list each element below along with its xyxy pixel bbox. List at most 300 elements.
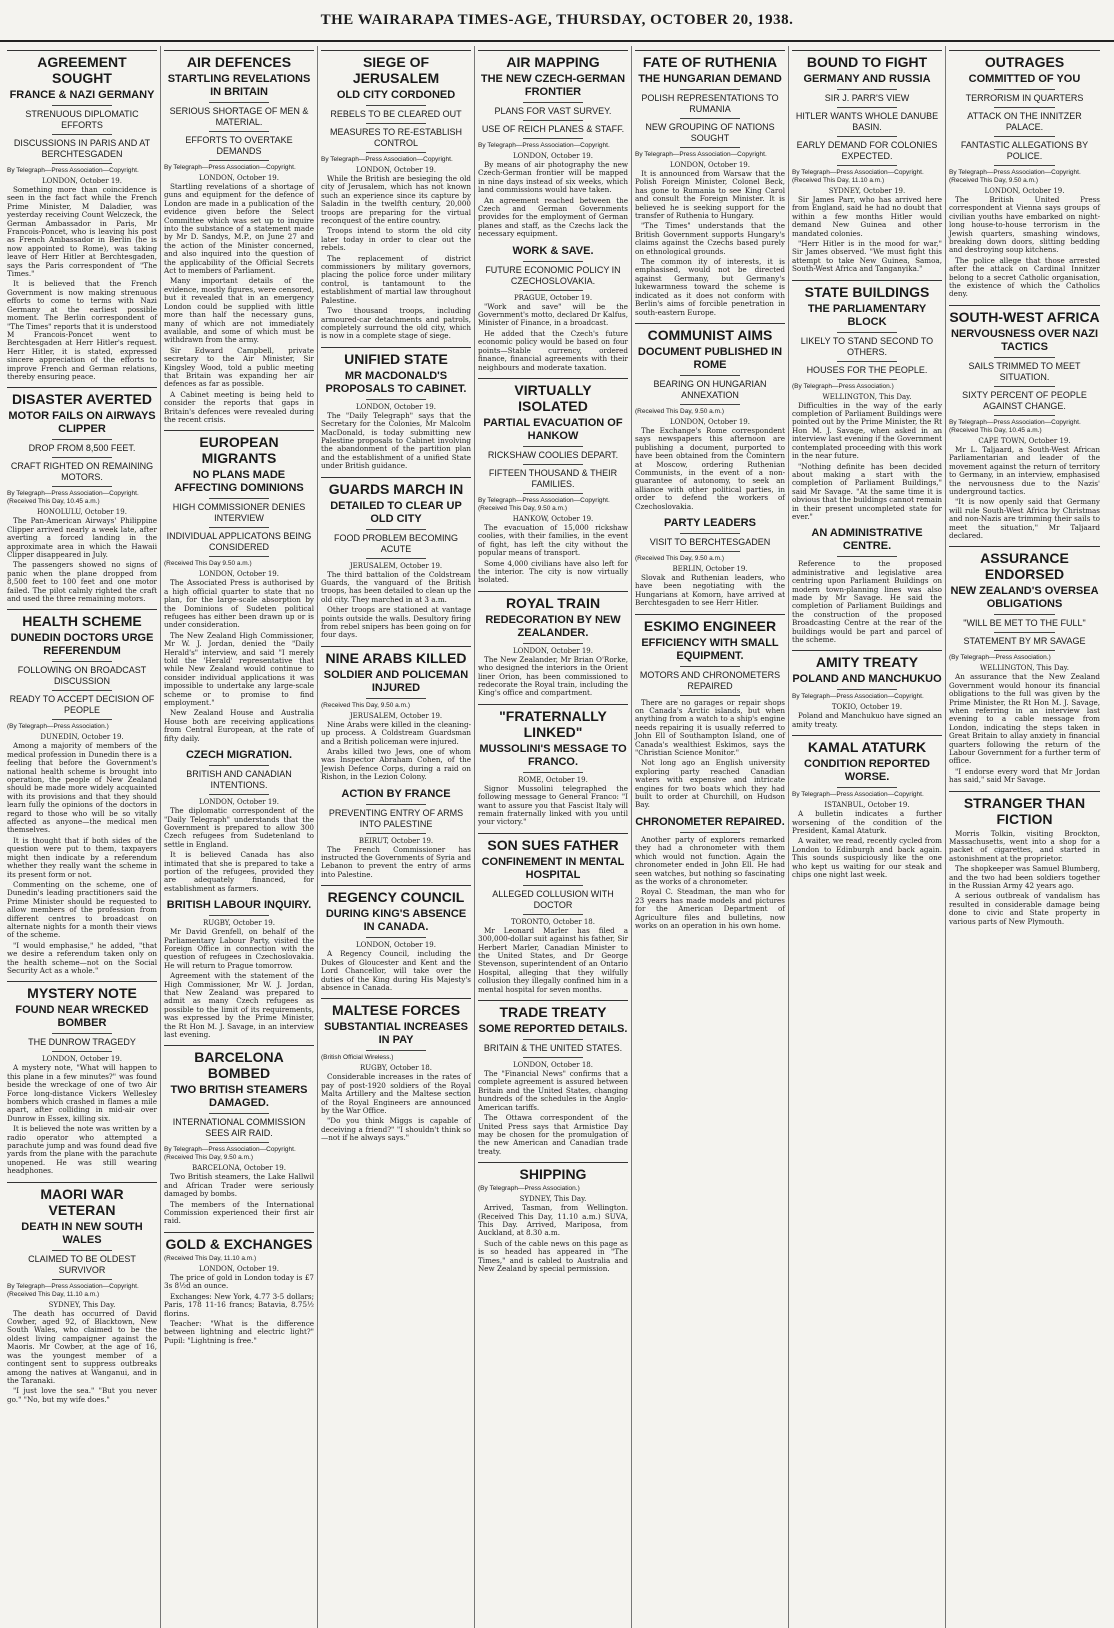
divider — [209, 1113, 269, 1114]
paragraph: An assurance that the New Zealand Government would honour its financial obligations to the full was given by the Prime Minister, the Rt Hon M. J. Savage, when referring in an interview last evening to a cable message from London, indicating the steps taken in Great Britain to allay anxiety in financial quarters following the return of the Labour Government for a further term of office. — [949, 672, 1100, 766]
divider — [994, 632, 1054, 633]
divider — [523, 290, 583, 291]
article-body — [321, 1073, 471, 1142]
article-subheading: FOLLOWING ON BROADCAST DISCUSSION — [17, 665, 147, 687]
article-body — [7, 186, 157, 381]
article — [478, 1000, 628, 1156]
dateline: LONDON, October 19. — [198, 1264, 279, 1273]
article-subheading: PREVENTING ENTRY OF ARMS INTO PALESTINE — [328, 807, 464, 829]
divider — [680, 147, 740, 148]
article-headline: BOUND TO FIGHT — [792, 50, 942, 70]
paragraph: Sir Edward Campbell, private secretary to the Air Minister, Sir Kingsley Wood, told a public meeting that Britain was expanding her air defences as far as possible. — [164, 345, 314, 389]
article-body — [164, 183, 314, 424]
article-body — [949, 830, 1100, 926]
divider — [52, 1051, 112, 1052]
article-body — [635, 836, 785, 930]
article-subheading: EFFICIENCY WITH SMALL EQUIPMENT. — [641, 636, 779, 662]
dateline: LONDON, October 18. — [512, 1061, 593, 1070]
article-headline: REGENCY COUNCIL — [321, 885, 471, 905]
dateline: ISTANBUL, October 19. — [824, 801, 910, 810]
paragraph: Signor Mussolini telegraphed the following message to General Franco: "I want to assure you that Fascist Italy will remain fraternally linked with you until your victory." — [478, 783, 628, 827]
article-subheading: PARTY LEADERS — [664, 516, 756, 529]
article-body — [949, 196, 1100, 299]
divider — [209, 794, 269, 795]
article-subheading: SOLDIER AND POLICEMAN INJURED — [323, 668, 469, 694]
paragraph: It is believed Canada has also intimated that she is prepared to take a portion of the refugees, provided they are adequately financed, for establishment as farmers. — [164, 850, 314, 893]
paragraph: "I just love the sea." "But you never go." "No, but my wife does." — [7, 1386, 157, 1404]
dateline: LONDON, October 19. — [41, 177, 122, 185]
dateline: TORONTO, October 18. — [510, 917, 595, 926]
paragraph: "The Times" understands that the British Government supports Hungary's claims against the Czechs based purely on ethnological grounds. — [635, 221, 785, 256]
divider — [523, 885, 583, 886]
paragraph: The Associated Press is authorised by a high official quarter to state that no plan, for the large-scale absorption by the Dominions of Sudeten political refugees has either been drawn up or is under consideration. — [164, 578, 314, 630]
divider — [680, 118, 740, 119]
article-subheading: ACTION BY FRANCE — [341, 787, 451, 800]
article — [478, 50, 628, 239]
article-body — [478, 524, 628, 585]
paragraph: "Herr Hitler is in the mood for war," Sir James observed. "We must fight this attempt to take New Guinea, Samoa, South-West Africa and Tanganyika." — [792, 239, 942, 274]
divider — [52, 1250, 112, 1251]
paragraph: Slovak and Ruthenian leaders, who have been negotiating with the Hungarians at Komorn, have arrived at Berchtesgaden to see Herr Hitler. — [635, 572, 785, 608]
divider — [837, 689, 897, 690]
dateline: BERLIN, October 19. — [672, 564, 748, 573]
paragraph: He added that the Czech's future economic policy would be based on four points—Stable currency, ordered finance, financial agreements with their neighbours and moderate taxation. — [478, 328, 628, 372]
divider — [837, 165, 897, 166]
article-subheading: ALLEGED COLLUSION WITH DOCTOR — [492, 888, 614, 910]
article-subheading: MEASURES TO RE-ESTABLISH CONTROL — [329, 127, 463, 148]
paragraph: The Pan-American Airways' Philippine Clipper arrived nearly a week late, after averting a forced landing in the approximate area in which the Hawaii Clipper disappeared in July. — [7, 516, 157, 559]
article-subheading: CONDITION REPORTED WORSE. — [804, 758, 930, 784]
byline: (Received This Day, 9.50 a.m.) — [321, 701, 410, 709]
divider — [523, 1057, 583, 1058]
divider — [994, 89, 1054, 90]
article-body — [635, 170, 785, 317]
byline: By Telegraph—Press Association—Copyright. (Received This Day, 9.50 a.m.) — [478, 496, 610, 512]
paragraph: A Regency Council, including the Dukes of Gloucester and Kent and the Lord Chancellor, will take over the duties of the King during His Majesty's absence in Canada. — [321, 949, 471, 992]
divider — [523, 261, 583, 262]
article — [635, 50, 785, 317]
news-column — [946, 46, 1103, 1628]
article-subheading: PARTIAL EVACUATION OF HANKOW — [483, 416, 623, 442]
paragraph: Another party of explorers remarked they had a chronometer with them which would not function. Again the chronometer ended in John Ell. He had seen watches, but nothing so fascinating as the works of a chronometer. — [635, 834, 785, 886]
article — [478, 245, 628, 372]
article-body — [792, 560, 942, 644]
article-subheading: CONFINEMENT IN MENTAL HOSPITAL — [481, 855, 625, 881]
article-subheading: SERIOUS SHORTAGE OF MEN & MATERIAL. — [169, 106, 309, 127]
article-subheading: DUNEDIN DOCTORS URGE REFERENDUM — [10, 632, 154, 658]
divider — [837, 361, 897, 362]
dateline: BEIRUT, October 19. — [358, 836, 434, 845]
article-headline: MYSTERY NOTE — [7, 981, 157, 1001]
divider — [994, 614, 1054, 615]
dateline: LONDON, October 19. — [198, 570, 279, 579]
article-headline: DISASTER AVERTED — [7, 387, 157, 407]
divider — [52, 163, 112, 164]
divider — [680, 533, 740, 534]
divider — [523, 464, 583, 465]
article — [635, 816, 785, 930]
byline: (By Telegraph—Press Association.) — [478, 1185, 580, 1193]
dateline: JERUSALEM, October 19. — [349, 561, 443, 570]
article-subheading: DOCUMENT PUBLISHED IN ROME — [637, 345, 783, 371]
paragraph: The Exchange's Rome correspondent says newspapers this afternoon are publishing a document, purported to have been obtained from the Comintern at Moscow, ordering Ruthenian Communists, in the event of a non-guarantee of autonomy, to seek an alliance with other political parties, in order to defend the workers of Czechoslovakia. — [635, 425, 785, 511]
divider — [523, 914, 583, 915]
divider — [523, 643, 583, 644]
article-body — [7, 517, 157, 603]
article-headline: "FRATERNALLY LINKED" — [478, 704, 628, 740]
article — [949, 791, 1100, 926]
article-subheading: BRITISH LABOUR INQUIRY. — [166, 899, 312, 912]
article-headline: UNIFIED STATE — [321, 347, 471, 367]
article — [478, 378, 628, 585]
article-headline: STRANGER THAN FICTION — [949, 791, 1100, 827]
byline: By Telegraph—Press Association—Copyright. (Received This Day, 11.10 a.m.) — [792, 169, 924, 184]
paragraph: Royal C. Steadman, the man who for 23 years has made models and pictures for the American Department of Agriculture files and bulletins, now works on an operation in his own home. — [635, 887, 785, 930]
paragraph: A bulletin indicates a further worsening of the condition of the President, Kamal Ataturk. — [792, 809, 942, 836]
article-subheading: DETAILED TO CLEAR UP OLD CITY — [330, 499, 462, 525]
paragraph: It is believed that the French Government is now making strenuous efforts to come to terms with Nazi Germany at the earliest possible moment. The Berlin correspondent of "The Times" reports that it is understood M Francois-Poncet went to Berchtesgaden at Herr Hitler's request. Herr Hitler, it is stated, expressed sincere appreciation of the efforts to improve French and German relations, thereby ensuring peace. — [7, 279, 157, 381]
article-body — [478, 303, 628, 372]
article-subheading: CHRONOMETER REPAIRED. — [635, 815, 785, 828]
article-body — [164, 1173, 314, 1225]
divider — [523, 138, 583, 139]
article-subheading: EFFORTS TO OVERTAKE DEMANDS — [185, 135, 293, 156]
divider — [994, 650, 1054, 651]
article-subheading: SIXTY PERCENT OF PEOPLE AGAINST CHANGE. — [962, 389, 1087, 411]
news-column — [789, 46, 946, 1628]
divider — [523, 446, 583, 447]
article — [7, 50, 157, 381]
dateline: ROME, October 19. — [518, 775, 588, 784]
article — [321, 347, 471, 471]
divider — [366, 529, 426, 530]
paragraph: Mr David Grenfell, on behalf of the Parliamentary Labour Party, visited the Foreign Office in connection with the question of refugees in Czechoslovakia. He will return to Prague tomorrow. — [164, 927, 314, 970]
byline: By Telegraph—Press Association—Copyright. — [164, 164, 296, 171]
dateline: RUGBY, October 19. — [203, 919, 275, 928]
article-subheading: FUTURE ECONOMIC POLICY IN CZECHOSLOVAKIA. — [485, 264, 621, 286]
divider — [366, 558, 426, 559]
article-body — [164, 1274, 314, 1345]
paragraph: The French Commissioner has instructed the Governments of Syria and Lebanon to prevent the entry of arms into Palestine. — [321, 844, 471, 879]
article-subheading: BRITISH AND CANADIAN INTENTIONS. — [186, 769, 292, 791]
paragraph: It is believed the note was written by a radio operator who attempted a parachute jump and was found dead five yards from the plane with the parachute unopened. He was still wearing headphones. — [7, 1124, 157, 1176]
news-column — [632, 46, 789, 1628]
divider — [523, 1039, 583, 1040]
article-body — [478, 656, 628, 698]
paragraph: Among a majority of members of the medical profession in Dunedin there is a feeling that before the Government's national health scheme is brought into operation, the people of New Zealand should be made more widely acquainted with its provisions and that they should learn fully the opinions of the doctors in regard to those who will be so vitally affected as anyone—the medical men themselves. — [7, 741, 157, 835]
article — [478, 704, 628, 827]
article-headline: ESKIMO ENGINEER — [635, 614, 785, 634]
article-body — [792, 402, 942, 522]
article-subheading: BRITAIN & THE UNITED STATES. — [483, 1043, 623, 1054]
article-subheading: USE OF REICH PLANES & STAFF. — [481, 124, 625, 134]
article-subheading: FANTASTIC ALLEGATIONS BY POLICE. — [960, 140, 1089, 161]
paragraph: Arabs killed two Jews, one of whom was Inspector Abraham Cohen, of the Jewish Defence Corps, during a raid on Rishon, in the Lezion Colony. — [321, 747, 471, 782]
paragraph: Some 4,000 civilians have also left for the interior. The city is now virtually isolated. — [478, 558, 628, 585]
article — [949, 546, 1100, 784]
byline: (Received This Day, 9.50 a.m.) — [635, 407, 724, 415]
divider — [837, 107, 897, 108]
divider — [994, 357, 1054, 358]
article — [164, 50, 314, 424]
paragraph: The New Zealander, Mr Brian O'Rorke, who designed the interiors in the Orient liner Orion, has been commissioned to redecorate the Royal train, including the King's office and compartment. — [478, 654, 628, 698]
paragraph: The members of the International Commission experienced their first air raid. — [164, 1199, 314, 1226]
paragraph: While the British are besieging the old city of Jerusalem, which has not known such an experience since its capture by Saladin in the twelfth century, 20,000 troops are preparing for the virtual reconquest of the entire country. — [321, 174, 471, 226]
paragraph: Reference to the proposed administrative and legislative area centring upon Parliament Buildings on modern town-planning lines was also made by Mr Savage. He said the completion of Parliament Buildings and the construction of the proposed Broadcasting Centre at the rear of the buildings would be part and parcel of the scheme. — [792, 559, 942, 644]
article-subheading: SOME REPORTED DETAILS. — [478, 1023, 628, 1036]
article-subheading: DISCUSSIONS IN PARIS AND AT BERCHTESGADEN — [13, 138, 151, 159]
paragraph: Something more than coincidence is seen in the fact fact while the French Prime Minister, M Daladier, was yesterday receiving Count Welczeck, the German Ambassador in Paris, Mr Francois-Poncet, who is leaving his post as French Ambassador in Berlin (he is now appointed to Rome), was taking leave of Herr Hitler at Berchtesgaden, says the Paris correspondent of "The Times." — [7, 185, 157, 279]
article-body — [7, 1310, 157, 1404]
byline: By Telegraph—Press Association—Copyright. — [792, 791, 924, 799]
byline: By Telegraph—Press Association—Copyright. (Received This Day, 11.10 a.m.) — [7, 1282, 139, 1298]
article-body — [164, 928, 314, 1039]
article-headline: OUTRAGES — [949, 50, 1100, 70]
divider — [680, 404, 740, 405]
divider — [837, 89, 897, 90]
divider — [994, 107, 1054, 108]
paragraph: It is thought that if both sides of the question were put to them, taxpayers might then indicate by a referendum whether they really want the scheme in its present form or not. — [7, 835, 157, 879]
divider — [366, 804, 426, 805]
article-headline: GOLD & EXCHANGES — [164, 1232, 314, 1252]
paragraph: The price of gold in London today is £7 3s 8½d an ounce. — [164, 1272, 314, 1291]
divider — [366, 152, 426, 153]
paragraph: The police allege that those arrested after the attack on Cardinal Innitzer belong to a secret Catholic organisation, the existence of which the Catholics deny. — [949, 255, 1100, 299]
article-headline: SOUTH-WEST AFRICA — [949, 305, 1100, 325]
paragraph: The third battalion of the Coldstream Guards, the vanguard of the British troops, has been detailed to clean up the old city. They marched in at 3 a.m. — [321, 569, 471, 604]
article — [478, 591, 628, 698]
dateline: RUGBY, October 18. — [360, 1064, 432, 1073]
paragraph: "It is now openly said that Germany will rule South-West Africa by Christmas and non-Nazis are trimming their sails to meet the situation," Mr Taljaard declared. — [949, 497, 1100, 540]
paragraph: Such of the cable news on this page as is so headed has appeared in "The Times," and is cabled to Australia and New Zealand by special permission. — [478, 1238, 628, 1273]
paragraph: "I endorse every word that Mr Jordan has said," said Mr Savage. — [949, 766, 1100, 785]
article — [321, 50, 471, 341]
article-headline: AGREEMENT SOUGHT — [7, 50, 157, 86]
paragraph: New Zealand House and Australia House both are receiving applications from Central European, at the rate of fifty daily. — [164, 708, 314, 743]
byline: By Telegraph—Press Association—Copyright. — [321, 156, 453, 163]
divider — [366, 937, 426, 938]
paragraph: "Do you think Miggs is capable of deceiving a friend?" "I shouldn't think so—not if he always says." — [321, 1116, 471, 1143]
article-headline: AIR MAPPING — [478, 50, 628, 70]
article-body — [164, 579, 314, 743]
dateline: LONDON, October 19. — [984, 187, 1065, 195]
article-body — [321, 412, 471, 471]
article-subheading: STARTLING REVELATIONS IN BRITAIN — [167, 73, 311, 98]
byline: By Telegraph—Press Association—Copyright. — [478, 142, 610, 149]
article-subheading: POLAND AND MANCHUKUO — [792, 673, 942, 686]
article-headline: HEALTH SCHEME — [7, 609, 157, 629]
article — [321, 788, 471, 880]
article — [792, 280, 942, 522]
article-headline: NINE ARABS KILLED — [321, 646, 471, 666]
article-body — [635, 427, 785, 511]
dateline: SYDNEY, October 19. — [828, 187, 906, 195]
article — [164, 749, 314, 893]
article-subheading: OLD CITY CORDONED — [336, 89, 456, 101]
article — [7, 609, 157, 975]
article-subheading: VISIT TO BERCHTESGADEN — [649, 536, 771, 547]
paragraph: Sir James Parr, who has arrived here from England, said he had no doubt that within a few months Hitler would demand New Guinea and other mandated colonies. — [792, 195, 942, 238]
article-body — [949, 446, 1100, 540]
paragraph: Nine Arabs were killed in the cleaning-up process. A Coldstream Guardsman and a British policeman were injured. — [321, 719, 471, 746]
divider — [366, 399, 426, 400]
article-body — [321, 175, 471, 341]
paragraph: The evacuation of 15,000 rickshaw coolies, with their families, in the event of fight, has left the city without the popular means of transport. — [478, 522, 628, 558]
paragraph: Commenting on the scheme, one of Dunedin's leading practitioners said the Prime Minister should be requested to allow members of the profession from different centres to broadcast on alternate nights for a month their views of the scheme. — [7, 879, 157, 940]
divider — [366, 833, 426, 834]
article-subheading: INDIVIDUAL APPLICATONS BEING CONSIDERED — [166, 531, 312, 553]
article-subheading: PLANS FOR VAST SURVEY. — [494, 106, 612, 116]
article-body — [635, 699, 785, 810]
article-body — [321, 571, 471, 640]
paragraph: The "Financial News" confirms that a complete agreement is assured between Britain and the United States, changing hundreds of the schedules in the Anglo-American tariffs. — [478, 1069, 628, 1112]
divider — [209, 915, 269, 916]
divider — [523, 493, 583, 494]
article — [792, 50, 942, 274]
article — [7, 387, 157, 603]
dateline: SYDNEY, This Day. — [48, 1300, 116, 1309]
news-column — [475, 46, 632, 1628]
dateline: WELLINGTON, This Day. — [822, 392, 912, 401]
article-subheading: DURING KING'S ABSENCE IN CANADA. — [325, 908, 467, 934]
paragraph: Difficulties in the way of the early completion of Parliament Buildings were pointed out by the Prime Minister, the Rt Hon M. J. Savage, when asked in an interview last evening if the Government contemplated proceeding with this work in the near future. — [792, 400, 942, 461]
dateline: HONOLULU, October 19. — [37, 508, 127, 517]
dateline: LONDON, October 19. — [198, 174, 279, 182]
paragraph: The common ity of interests, it is emphasised, would not be directed against Germany, but Germany's lukewarmness toward the scheme is indicated as it does not conform with Berlin's aims of forcible penetration in south-eastern Europe. — [635, 257, 785, 317]
article-body — [478, 785, 628, 827]
news-column — [4, 46, 161, 1628]
paragraph: The New Zealand High Commissioner, Mr W. J. Jordan, denied the "Daily Herald's" interview, and said "I merely told the 'Herald' representative that while New Zealand would continue to consider individual applications it was impossible to undertake any large-scale scheme or to promise to find employment." — [164, 630, 314, 708]
article — [7, 981, 157, 1175]
dateline: LONDON, October 19. — [512, 646, 593, 655]
divider — [837, 787, 897, 788]
paragraph: The death has occurred of David Cowber, aged 92, of Blacktown, New South Wales, who claimed to be the oldest living campaigner against the Maoris. Mr Cowber, at the age of 16, was the youngest member of a contingent sent to suppress outbreaks among the natives at Wanganui, and in the Taranaki. — [7, 1308, 157, 1385]
divider — [52, 134, 112, 135]
article-body — [321, 721, 471, 782]
dateline: LONDON, October 19. — [669, 417, 750, 426]
divider — [994, 136, 1054, 137]
article-subheading: MOTORS AND CHRONOMETERS REPAIRED — [639, 669, 781, 691]
paragraph: Two British steamers, the Lake Hallwil and African Trader were seriously damaged by bombs. — [164, 1172, 314, 1199]
divider — [209, 131, 269, 132]
article-subheading: STATEMENT BY MR SAVAGE — [963, 636, 1086, 647]
article-headline: GUARDS MARCH IN — [321, 477, 471, 497]
paragraph: Troops intend to storm the old city later today in order to clear out the rebels. — [321, 226, 471, 253]
article — [164, 1045, 314, 1225]
paragraph: The replacement of district commissioners by military governors, placing the police force under military control, is tantamount to the establishment of martial law throughout Palestine. — [321, 253, 471, 305]
article-headline: MAORI WAR VETERAN — [7, 1182, 157, 1218]
article — [321, 998, 471, 1142]
dateline: LONDON, October 19. — [355, 166, 436, 174]
article-headline: EUROPEAN MIGRANTS — [164, 430, 314, 466]
article-body — [321, 950, 471, 992]
article-body — [792, 196, 942, 274]
article-subheading: ATTACK ON THE INNITZER PALACE. — [967, 111, 1082, 132]
article — [792, 650, 942, 729]
article-subheading: POLISH REPRESENTATIONS TO RUMANIA — [641, 93, 779, 114]
dateline: WELLINGTON, This Day. — [980, 664, 1069, 673]
paragraph: It is announced from Warsaw that the Polish Foreign Minister, Colonel Beck, has gone to Rumania to see King Carol and consult the Foreign Minister. It is believed he is seeking support for the transfer of Ruthenia to Hungary. — [635, 169, 785, 221]
article-subheading: MR MACDONALD'S PROPOSALS TO CABINET. — [325, 369, 467, 395]
article-subheading: STRENUOUS DIPLOMATIC EFFORTS — [25, 109, 139, 130]
dateline: BARCELONA, October 19. — [192, 1164, 286, 1173]
article-subheading: HOUSES FOR THE PEOPLE. — [806, 364, 928, 375]
paragraph: Poland and Manchukuo have signed an amity treaty. — [792, 711, 942, 729]
byline: By Telegraph—Press Association—Copyright. (Received This Day, 9.50 a.m.) — [949, 169, 1081, 184]
paragraph: Other troops are stationed at vantage points outside the walls. Desultory firing from rebel snipers has been going on for four days. — [321, 605, 471, 640]
byline: (Received This Day, 9.50 a.m.) — [635, 554, 724, 562]
divider — [52, 1033, 112, 1034]
divider — [837, 332, 897, 333]
news-column — [318, 46, 475, 1628]
article-subheading: THE DUNROW TRAGEDY — [28, 1037, 136, 1048]
article-subheading: FOUND NEAR WRECKED BOMBER — [15, 1004, 149, 1030]
article — [164, 430, 314, 743]
article-subheading: SUBSTANTIAL INCREASES IN PAY — [324, 1021, 468, 1047]
article — [949, 305, 1100, 540]
article — [792, 527, 942, 644]
article — [7, 1182, 157, 1404]
divider — [680, 551, 740, 552]
article-subheading: TERRORISM IN QUARTERS — [965, 93, 1084, 103]
divider — [680, 375, 740, 376]
article — [164, 1232, 314, 1345]
divider — [209, 556, 269, 557]
paragraph: Morris Tolkin, visiting Brockton, Massachusetts, went into a shop for a packet of cigarettes, and started in astonishment at the proprietor. — [949, 828, 1100, 863]
article-subheading: MOTOR FAILS ON AIRWAYS CLIPPER — [8, 410, 156, 436]
article — [321, 477, 471, 640]
article-subheading: FIFTEEN THOUSAND & THEIR FAMILIES. — [488, 467, 618, 489]
dateline: LONDON, October 19. — [355, 402, 436, 411]
article-body — [635, 574, 785, 608]
article-subheading: AN ADMINISTRATIVE CENTRE. — [811, 527, 923, 553]
article-body — [7, 1064, 157, 1175]
article-body — [478, 927, 628, 994]
article — [949, 50, 1100, 299]
article-body — [478, 1204, 628, 1273]
divider — [52, 661, 112, 662]
article-headline: AIR DEFENCES — [164, 50, 314, 70]
article — [321, 885, 471, 992]
article-body — [478, 161, 628, 239]
article-subheading: NEW GROUPING OF NATIONS SOUGHT — [645, 122, 775, 143]
article-headline: BARCELONA BOMBED — [164, 1045, 314, 1081]
article-subheading: NEW ZEALAND'S OVERSEA OBLIGATIONS — [950, 585, 1099, 611]
article-subheading: DROP FROM 8,500 FEET. — [28, 443, 136, 454]
paragraph: A mystery note, "What will happen to this plane in a few minutes?" was found beside the wreckage of one of two Air Force long-distance Vickers Wellesley bombers which crashed in flames a mile apart, after colliding in mid-air over Dunrow in Essex, killing six. — [7, 1063, 157, 1123]
divider — [366, 105, 426, 106]
article-headline: COMMUNIST AIMS — [635, 323, 785, 343]
dateline: TOKIO, October 19. — [831, 703, 903, 712]
masthead-title: THE WAIRARAPA TIMES-AGE, THURSDAY, OCTOBER 20, 1938. — [320, 11, 794, 28]
article-subheading: THE HUNGARIAN DEMAND — [638, 73, 782, 85]
article — [478, 833, 628, 994]
divider — [680, 89, 740, 90]
divider — [52, 719, 112, 720]
article-body — [949, 673, 1100, 784]
paragraph: An agreement reached between the Czech and German Governments provides for the employment of German planes and staff, as the Czechs lack the necessary equipment. — [478, 195, 628, 239]
paragraph: The "Daily Telegraph" says that the Secretary for the Colonies, Mr Malcolm MacDonald, is today submitting new Palestine proposals to Cabinet involving the abandonment of the partition plan and the establishment of a unified State under British guidance. — [321, 410, 471, 471]
paragraph: A serious outbreak of vandalism has resulted in considerable damage being done to civic and State property in various parts of New Plymouth. — [949, 891, 1100, 926]
masthead — [0, 0, 1114, 42]
paragraph: "Work and save" will be the Government's motto, declared Dr Kalfus, Minister of Finance, in a broadcast. — [478, 301, 628, 328]
byline: (Received This Day 9.50 a.m.) — [164, 560, 252, 568]
article-subheading: INTERNATIONAL COMMISSION SEES AIR RAID. — [172, 1117, 306, 1139]
article-body — [478, 1070, 628, 1156]
article-subheading: FRANCE & NAZI GERMANY — [9, 89, 155, 101]
divider — [366, 1050, 426, 1051]
divider — [837, 556, 897, 557]
